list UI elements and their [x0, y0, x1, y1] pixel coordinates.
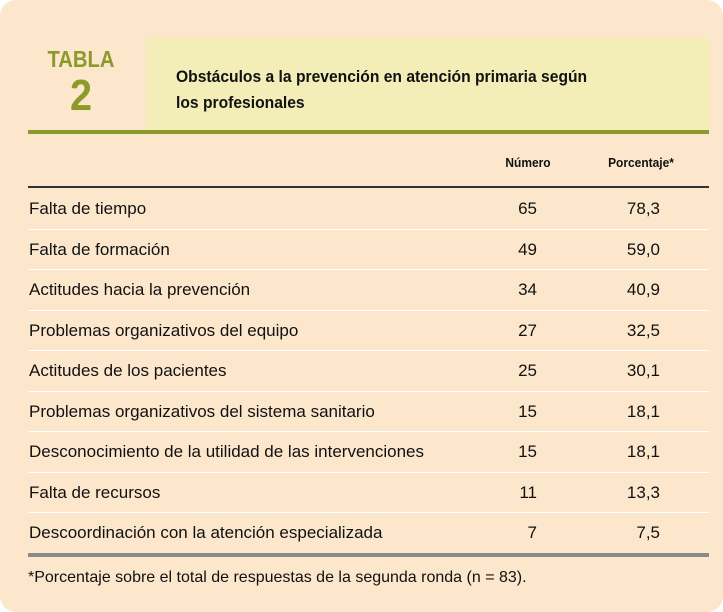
row-porcentaje: 32,5	[626, 320, 660, 340]
table-footnote: *Porcentaje sobre el total de respuestas de la segunda ronda (n = 83).	[28, 569, 527, 586]
column-header-numero: Número	[505, 155, 551, 170]
row-numero: 25	[518, 361, 537, 380]
row-numero: 65	[518, 199, 537, 218]
table-row	[28, 189, 709, 230]
row-porcentaje: 7,5	[636, 523, 660, 542]
row-label: Falta de recursos	[29, 482, 161, 502]
row-label: Problemas organizativos del sistema sanitario	[29, 401, 375, 421]
table-row	[28, 230, 709, 271]
row-label: Problemas organizativos del equipo	[29, 320, 299, 340]
footer-rule	[28, 553, 709, 557]
row-numero: 15	[518, 442, 537, 461]
table-title-line1: Obstáculos a la prevención en atención primaria según	[176, 67, 588, 86]
table-row	[28, 513, 709, 554]
table-body	[28, 189, 709, 554]
row-porcentaje: 59,0	[626, 239, 660, 259]
row-label: Falta de formación	[29, 239, 170, 259]
row-numero: 34	[518, 280, 537, 299]
row-porcentaje: 13,3	[626, 482, 660, 502]
table-row	[28, 392, 709, 433]
table-label	[28, 40, 143, 130]
table-row	[28, 473, 709, 514]
row-numero: 7	[527, 523, 537, 542]
row-porcentaje: 18,1	[626, 401, 660, 421]
column-header-rule	[28, 186, 709, 188]
table-row	[28, 270, 709, 311]
table-row	[28, 311, 709, 352]
row-label: Descoordinación con la atención especializada	[29, 523, 383, 542]
column-header-porcentaje: Porcentaje*	[608, 155, 674, 170]
header-rule	[28, 130, 709, 134]
row-numero: 11	[519, 482, 537, 502]
row-porcentaje: 40,9	[626, 280, 660, 299]
table-title-box	[146, 38, 709, 130]
row-numero: 49	[518, 239, 537, 259]
row-label: Actitudes de los pacientes	[29, 361, 227, 380]
row-porcentaje: 18,1	[626, 442, 660, 461]
table-label-number: 2	[69, 71, 93, 120]
row-label: Desconocimiento de la utilidad de las intervenciones	[29, 442, 425, 461]
row-label: Falta de tiempo	[29, 199, 147, 218]
table-row	[28, 351, 709, 392]
row-porcentaje: 30,1	[626, 361, 660, 380]
table-title-line2: los profesionales	[176, 93, 305, 112]
row-numero: 27	[518, 320, 537, 340]
table-row	[28, 432, 709, 473]
table-label-word: TABLA	[47, 46, 115, 72]
table-title	[176, 64, 654, 116]
row-porcentaje: 78,3	[626, 199, 660, 218]
row-numero: 15	[518, 401, 537, 421]
row-label: Actitudes hacia la prevención	[29, 280, 251, 299]
